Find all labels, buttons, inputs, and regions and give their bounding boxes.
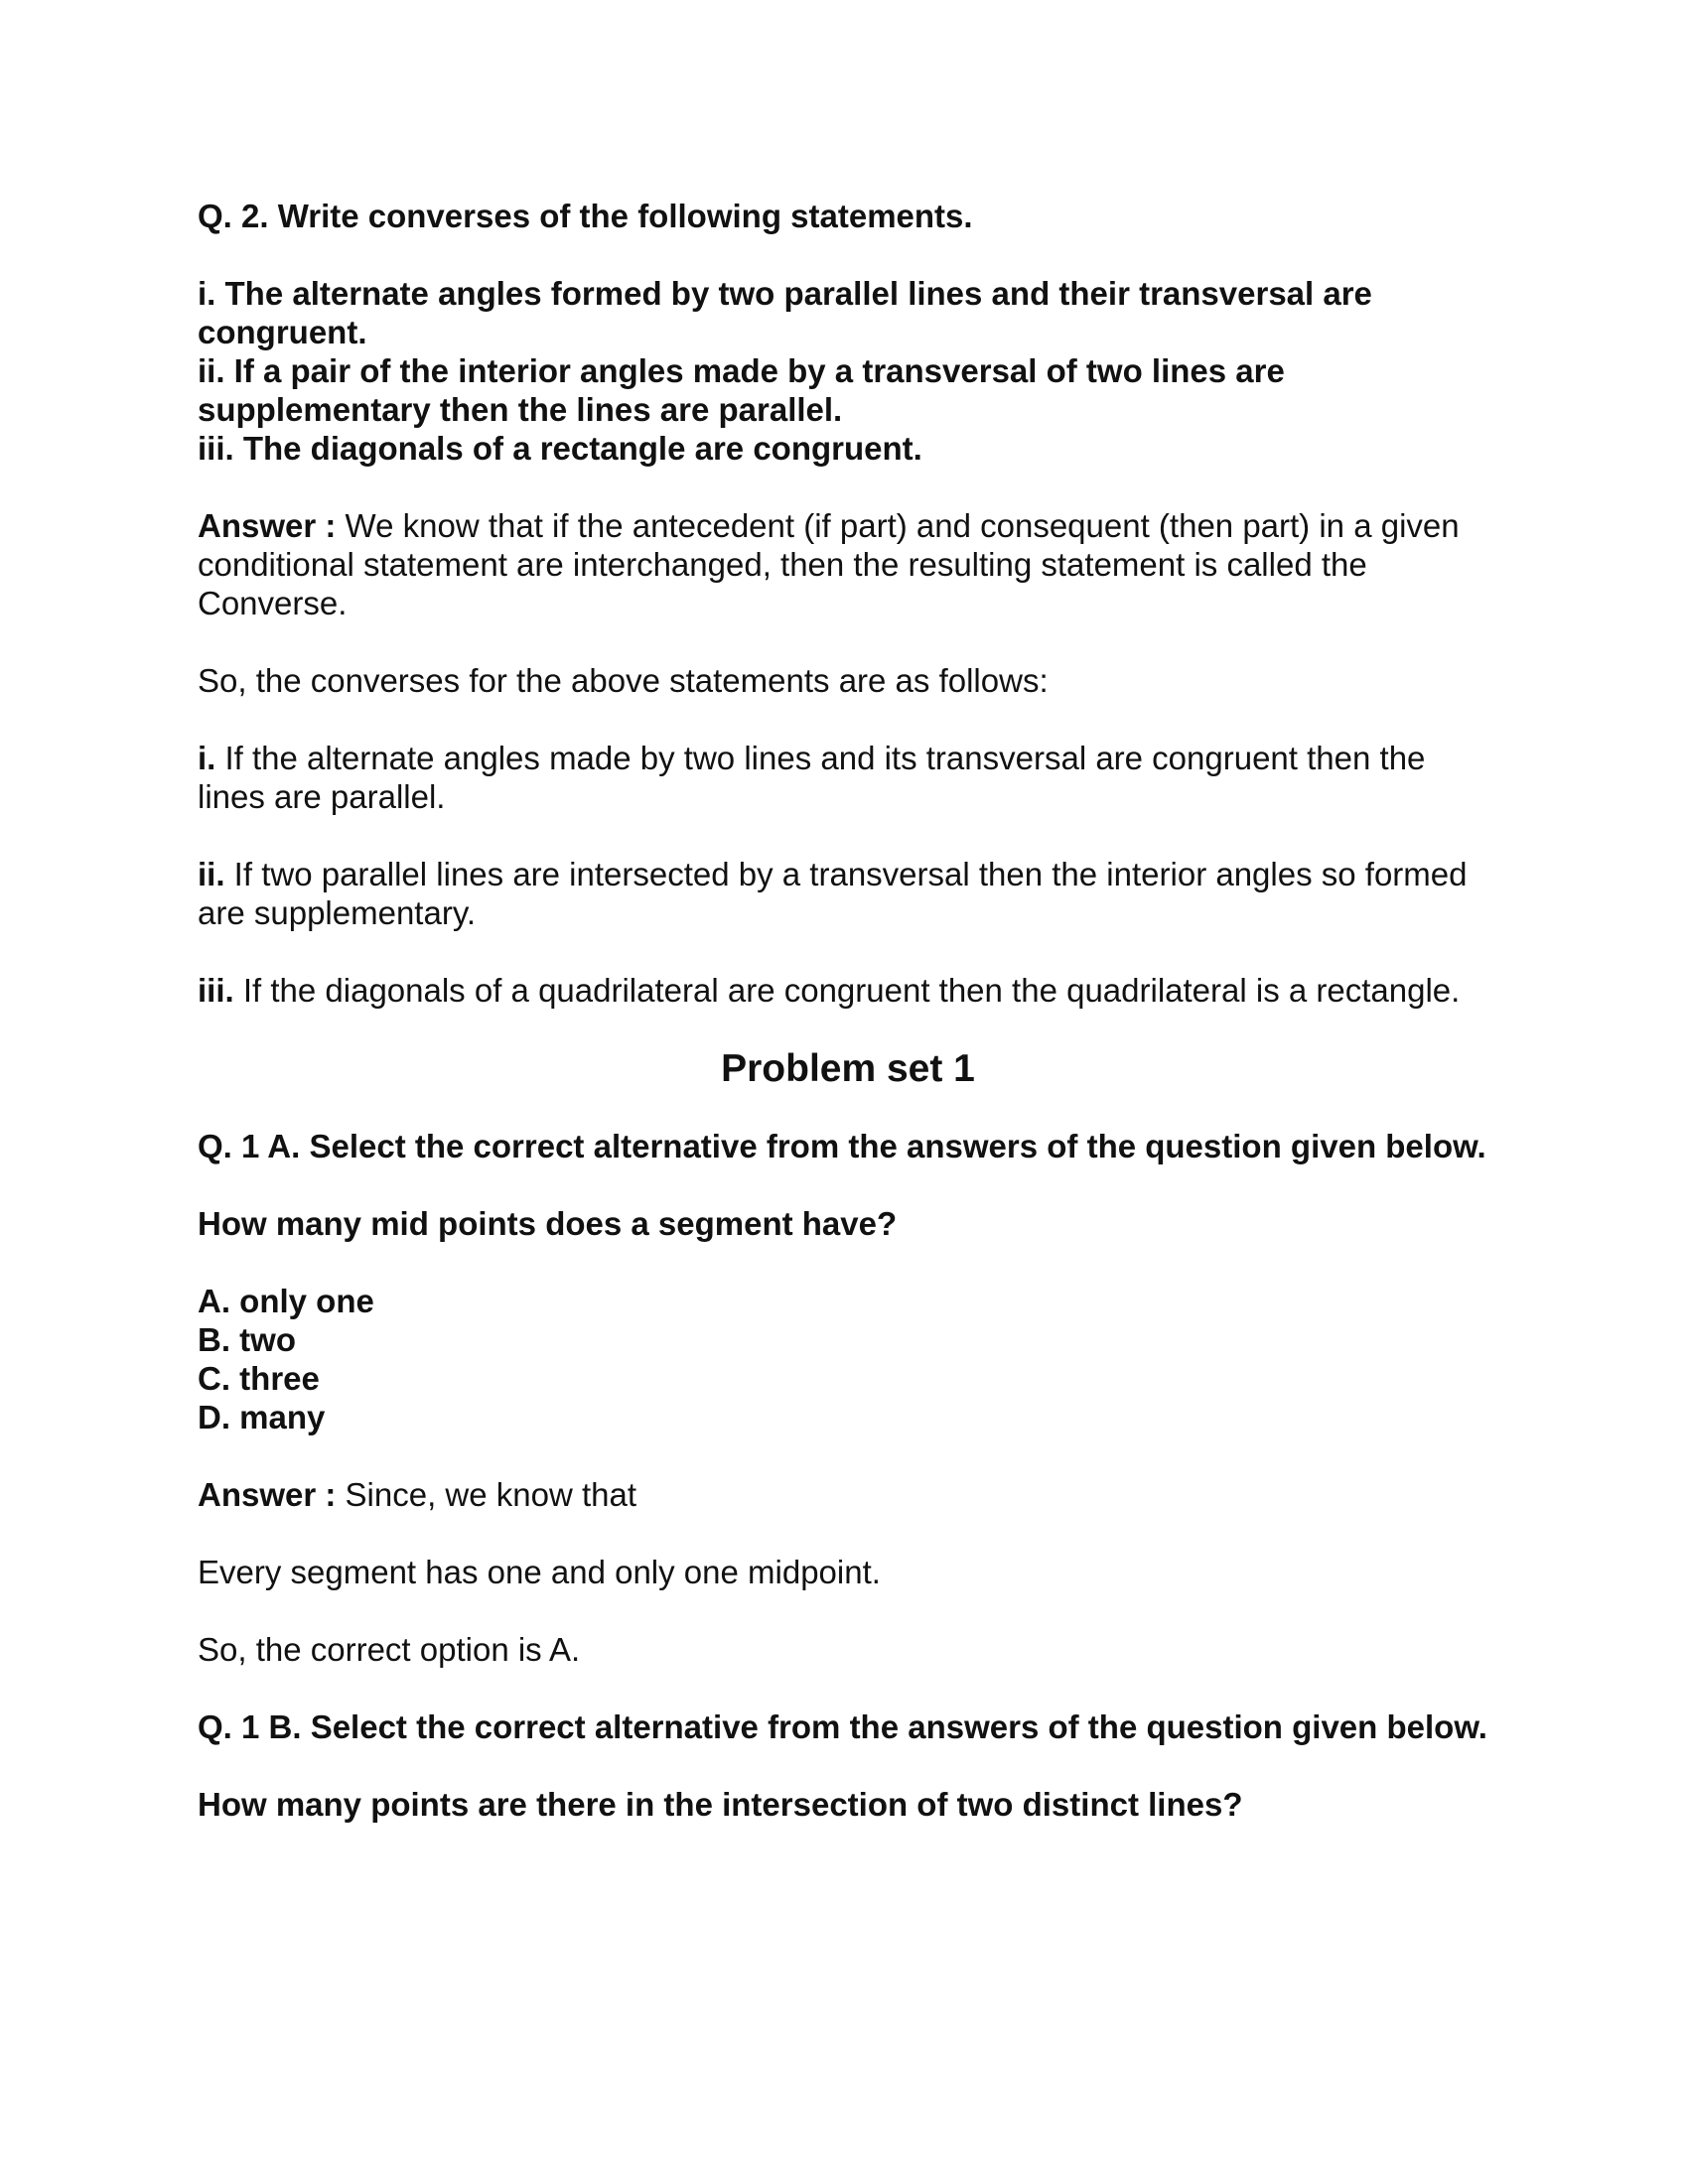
q1a-option-d: D. many [198,1399,326,1435]
document-page [198,197,1498,1824]
q1b-title: Q. 1 B. Select the correct alternative from the answers of the question given below. [198,1708,1487,1745]
q1a-option-a: A. only one [198,1283,374,1319]
q2-statement-3: iii. The diagonals of a rectangle are congruent. [198,430,922,467]
q2-converse-2 [198,855,1498,932]
problem-set-heading: Problem set 1 [721,1047,975,1090]
q2-title: Q. 2. Write converses of the following statements. [198,198,973,234]
q2-converse-1 [198,739,1498,816]
answer-text: We know that if the antecedent (if part) and consequent (then part) in a given conditional statement are interchanged, then the resulting statement is called the Converse. [198,507,1460,621]
answer-label: Answer : [198,1476,337,1513]
q1a-fact: Every segment has one and only one midpoint. [198,1554,881,1590]
q2-intro: So, the converses for the above statements are as follows: [198,662,1049,699]
converse-text: If two parallel lines are intersected by a transversal then the interior angles so formed are supplementary. [198,856,1468,931]
converse-label: i. [198,740,216,776]
answer-label: Answer : [198,507,337,544]
q2-statement-1: i. The alternate angles formed by two parallel lines and their transversal are congruent. [198,275,1372,350]
q1a-option-b: B. two [198,1321,296,1358]
q1a-question: How many mid points does a segment have? [198,1205,898,1242]
q1a-conclusion: So, the correct option is A. [198,1631,581,1668]
converse-text: If the diagonals of a quadrilateral are congruent then the quadrilateral is a rectangle. [233,972,1461,1009]
converse-label: iii. [198,972,234,1009]
q2-converse-3 [198,971,1498,1010]
q1a-title: Q. 1 A. Select the correct alternative from the answers of the question given below. [198,1128,1486,1164]
answer-text: Since, we know that [336,1476,637,1513]
converse-label: ii. [198,856,225,892]
q2-statement-2: ii. If a pair of the interior angles made by a transversal of two lines are supplementary then the lines are parallel. [198,352,1285,428]
q1a-answer [198,1475,1498,1514]
q1a-option-c: C. three [198,1360,320,1397]
converse-text: If the alternate angles made by two lines and its transversal are congruent then the lines are parallel. [198,740,1426,815]
q1b-question: How many points are there in the intersection of two distinct lines? [198,1786,1243,1823]
q2-answer [198,506,1498,622]
